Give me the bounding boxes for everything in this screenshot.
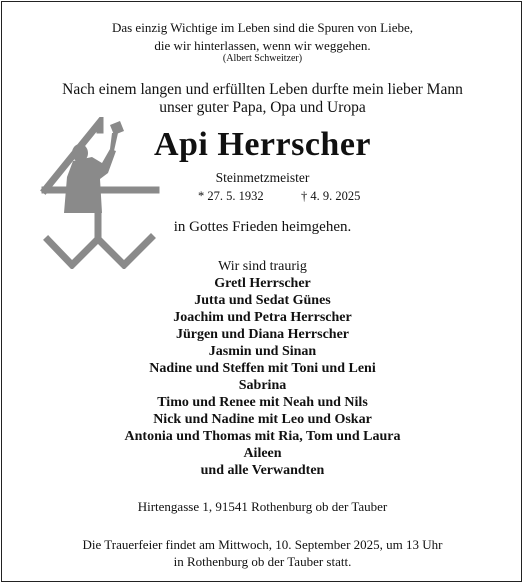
rest-line: in Gottes Frieden heimgehen.: [173, 219, 352, 235]
birth-date: * 27. 5. 1932: [198, 189, 264, 203]
mourners-list: [0, 258, 525, 479]
mourner-name: Gretl Herrscher: [214, 276, 311, 291]
quote-line-1: Das einzig Wichtige im Leben sind die Spuren von Liebe,: [111, 20, 414, 35]
profession: Steinmetzmeister: [215, 170, 310, 185]
address: Hirtengasse 1, 91541 Rothenburg ob der Tauber: [137, 499, 388, 514]
service-line-1: Die Trauerfeier findet am Mittwoch, 10. September 2025, um 13 Uhr: [82, 537, 443, 552]
mourner-name: Joachim und Petra Herrscher: [173, 310, 352, 325]
mourner-name: Jasmin und Sinan: [208, 344, 317, 359]
mourner-name: Aileen: [243, 446, 282, 461]
mourner-name: Sabrina: [238, 378, 287, 393]
quote-author: (Albert Schweitzer): [222, 53, 303, 64]
service-line-2: in Rothenburg ob der Tauber statt.: [173, 554, 352, 569]
mourners-intro: Wir sind traurig: [218, 259, 307, 274]
mourner-name: Nick und Nadine mit Leo und Oskar: [153, 412, 372, 427]
mourner-name: Antonia und Thomas mit Ria, Tom und Laura: [124, 429, 401, 444]
intro-line-2: unser guter Papa, Opa und Uropa: [159, 99, 366, 116]
mourner-name: und alle Verwandten: [200, 463, 325, 478]
mourner-name: Jutta und Sedat Günes: [194, 293, 331, 308]
deceased-name: Api Herrscher: [153, 126, 372, 163]
mourner-name: Timo und Renee mit Neah und Nils: [157, 395, 368, 410]
mourner-name: Nadine und Steffen mit Toni und Leni: [149, 361, 376, 376]
quote-line-2: die wir hinterlassen, wenn wir weggehen.: [154, 38, 371, 53]
intro-line-1: Nach einem langen und erfüllten Leben durfte mein lieber Mann: [62, 81, 463, 98]
death-date: † 4. 9. 2025: [301, 189, 361, 203]
mourner-name: Jürgen und Diana Herrscher: [175, 327, 350, 342]
